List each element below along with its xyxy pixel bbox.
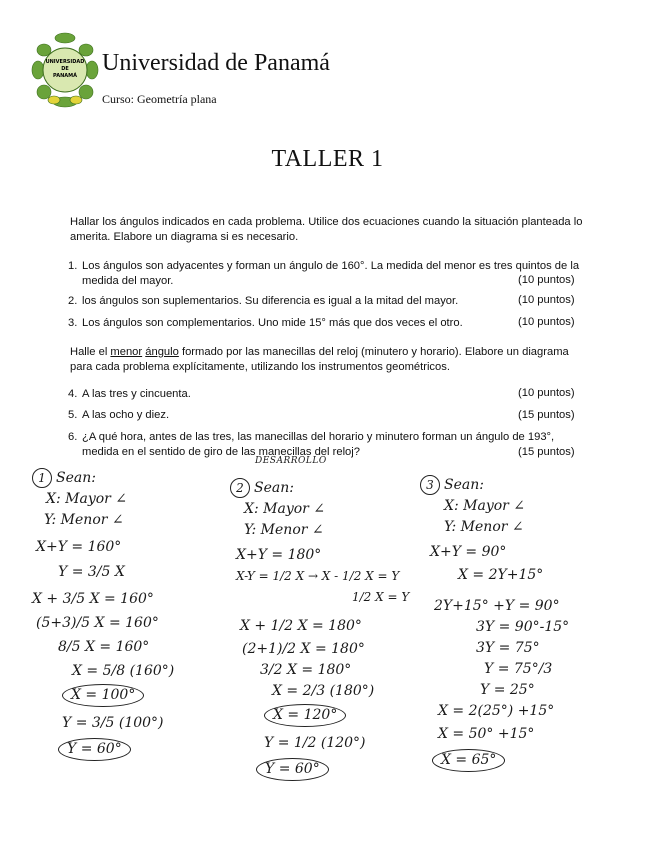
col2-line-5: 1/2 X = Y xyxy=(352,590,410,604)
logo-text-2: DE xyxy=(61,66,69,72)
col1-line-1: X: Mayor ∠ xyxy=(46,491,128,507)
problem-1-points: (10 puntos) xyxy=(518,274,575,286)
instructions-2-menor: menor xyxy=(110,346,143,358)
problem-6-text-line-2: medida en el sentido de giro de las manecillas del reloj? xyxy=(82,446,360,458)
col1-line-8: X = 5/8 (160°) xyxy=(72,663,175,679)
instructions-2-pre: Halle el xyxy=(70,346,111,358)
col2-answer-x: X = 120° xyxy=(230,704,409,727)
col2-marker: 2 xyxy=(230,478,250,498)
col3-line-10: X = 2(25°) +15° xyxy=(438,703,555,719)
col3-line-1: X: Mayor ∠ xyxy=(444,498,526,514)
instructions-2 xyxy=(70,345,600,375)
problem-5-points: (15 puntos) xyxy=(518,409,575,421)
instructions-2-line-1 xyxy=(70,345,600,360)
problem-6-points: (15 puntos) xyxy=(518,446,575,458)
col2-line-3: X+Y = 180° xyxy=(236,547,322,563)
problem-6-text-line-1: ¿A qué hora, antes de las tres, las manecillas del horario y minutero forman un ángulo de 193°, xyxy=(82,431,555,443)
problem-3-number: 3. xyxy=(68,317,78,329)
instructions-2-post: formado por las manecillas del reloj (minutero y horario). Elabore un diagrama xyxy=(178,346,569,358)
problem-3 xyxy=(68,316,518,331)
col3-marker: 3 xyxy=(420,475,440,495)
problem-1-number: 1. xyxy=(68,260,78,272)
col1-sean: Sean: xyxy=(56,470,96,486)
col3-sean: Sean: xyxy=(444,477,484,493)
col3-line-6: 3Y = 90°-15° xyxy=(476,619,570,635)
problem-2-points: (10 puntos) xyxy=(518,294,575,306)
problem-5-number: 5. xyxy=(68,409,78,421)
instructions-2-line-2: para cada problema explícitamente, utilizando los instrumentos geométricos. xyxy=(70,361,450,373)
col2-line-1: X: Mayor ∠ xyxy=(244,501,326,517)
instructions-1 xyxy=(70,215,600,245)
col2-header xyxy=(230,478,409,499)
university-seal-logo xyxy=(30,30,100,108)
col1-line-7: 8/5 X = 160° xyxy=(58,639,150,655)
problem-2-number: 2. xyxy=(68,295,78,307)
page-title: TALLER 1 xyxy=(271,146,384,172)
problem-6-number: 6. xyxy=(68,431,78,443)
instructions-1-line-2: amerita. Elabore un diagrama si es necesario. xyxy=(70,231,299,243)
problem-4-text: A las tres y cincuenta. xyxy=(82,388,191,400)
col1-line-3: X+Y = 160° xyxy=(36,539,122,555)
logo-text-1: UNIVERSIDAD xyxy=(45,59,85,65)
col1-line-4: Y = 3/5 X xyxy=(58,564,125,580)
problem-4-points: (10 puntos) xyxy=(518,387,575,399)
problem-1-text-line-1: Los ángulos son adyacentes y forman un ángulo de 160°. La medida del menor es tres quintos de la xyxy=(82,260,580,272)
col2-line-2: Y: Menor ∠ xyxy=(244,522,324,538)
problem-3-points: (10 puntos) xyxy=(518,316,575,328)
col3-answer-x: X = 65° xyxy=(420,749,569,772)
col2-line-4: X-Y = 1/2 X → X - 1/2 X = Y xyxy=(236,569,400,583)
solution-column-1 xyxy=(32,468,174,761)
col1-answer-y: Y = 60° xyxy=(32,738,174,761)
problem-1-text-line-2: medida del mayor. xyxy=(82,275,174,287)
problem-4-number: 4. xyxy=(68,388,78,400)
col1-y-line: Y = 3/5 (100°) xyxy=(62,715,164,731)
col3-line-5: 2Y+15° +Y = 90° xyxy=(434,598,560,614)
col3-line-9: Y = 25° xyxy=(480,682,535,698)
col1-header xyxy=(32,468,174,489)
col2-y-line: Y = 1/2 (120°) xyxy=(264,735,366,751)
col1-line-5: X + 3/5 X = 160° xyxy=(32,591,154,607)
instructions-2-angulo: ángulo xyxy=(145,346,179,358)
problem-5-text: A las ocho y diez. xyxy=(82,409,170,421)
solution-column-3 xyxy=(420,475,569,772)
course-name: Curso: Geometría plana xyxy=(102,92,217,106)
col1-line-6: (5+3)/5 X = 160° xyxy=(36,615,159,631)
problem-5 xyxy=(68,408,518,423)
col3-line-11: X = 50° +15° xyxy=(438,726,535,742)
col2-line-7: (2+1)/2 X = 180° xyxy=(242,641,365,657)
col2-line-6: X + 1/2 X = 180° xyxy=(240,618,362,634)
col3-line-2: Y: Menor ∠ xyxy=(444,519,524,535)
solution-column-2 xyxy=(230,478,409,781)
col3-line-8: Y = 75°/3 xyxy=(484,661,553,677)
university-name: Universidad de Panamá xyxy=(102,50,330,76)
col1-marker: 1 xyxy=(32,468,52,488)
col2-answer-y: Y = 60° xyxy=(230,758,409,781)
instructions-1-line-1: Hallar los ángulos indicados en cada problema. Utilice dos ecuaciones cuando la situación planteada lo xyxy=(70,216,583,228)
logo-text-3: PANAMÁ xyxy=(53,73,77,79)
col1-line-2: Y: Menor ∠ xyxy=(44,512,124,528)
col3-line-7: 3Y = 75° xyxy=(476,640,540,656)
problem-2 xyxy=(68,294,518,309)
col3-header xyxy=(420,475,569,496)
problem-4 xyxy=(68,387,518,402)
problem-3-text: Los ángulos son complementarios. Uno mide 15° más que dos veces el otro. xyxy=(82,317,463,329)
col2-line-8: 3/2 X = 180° xyxy=(260,662,352,678)
col2-sean: Sean: xyxy=(254,480,294,496)
handwritten-heading: DESARROLLO xyxy=(255,456,327,466)
problem-2-text: los ángulos son suplementarios. Su diferencia es igual a la mitad del mayor. xyxy=(82,295,459,307)
col3-line-4: X = 2Y+15° xyxy=(458,567,544,583)
col3-line-3: X+Y = 90° xyxy=(430,544,507,560)
col1-answer-x: X = 100° xyxy=(32,684,174,707)
col2-line-9: X = 2/3 (180°) xyxy=(272,683,375,699)
